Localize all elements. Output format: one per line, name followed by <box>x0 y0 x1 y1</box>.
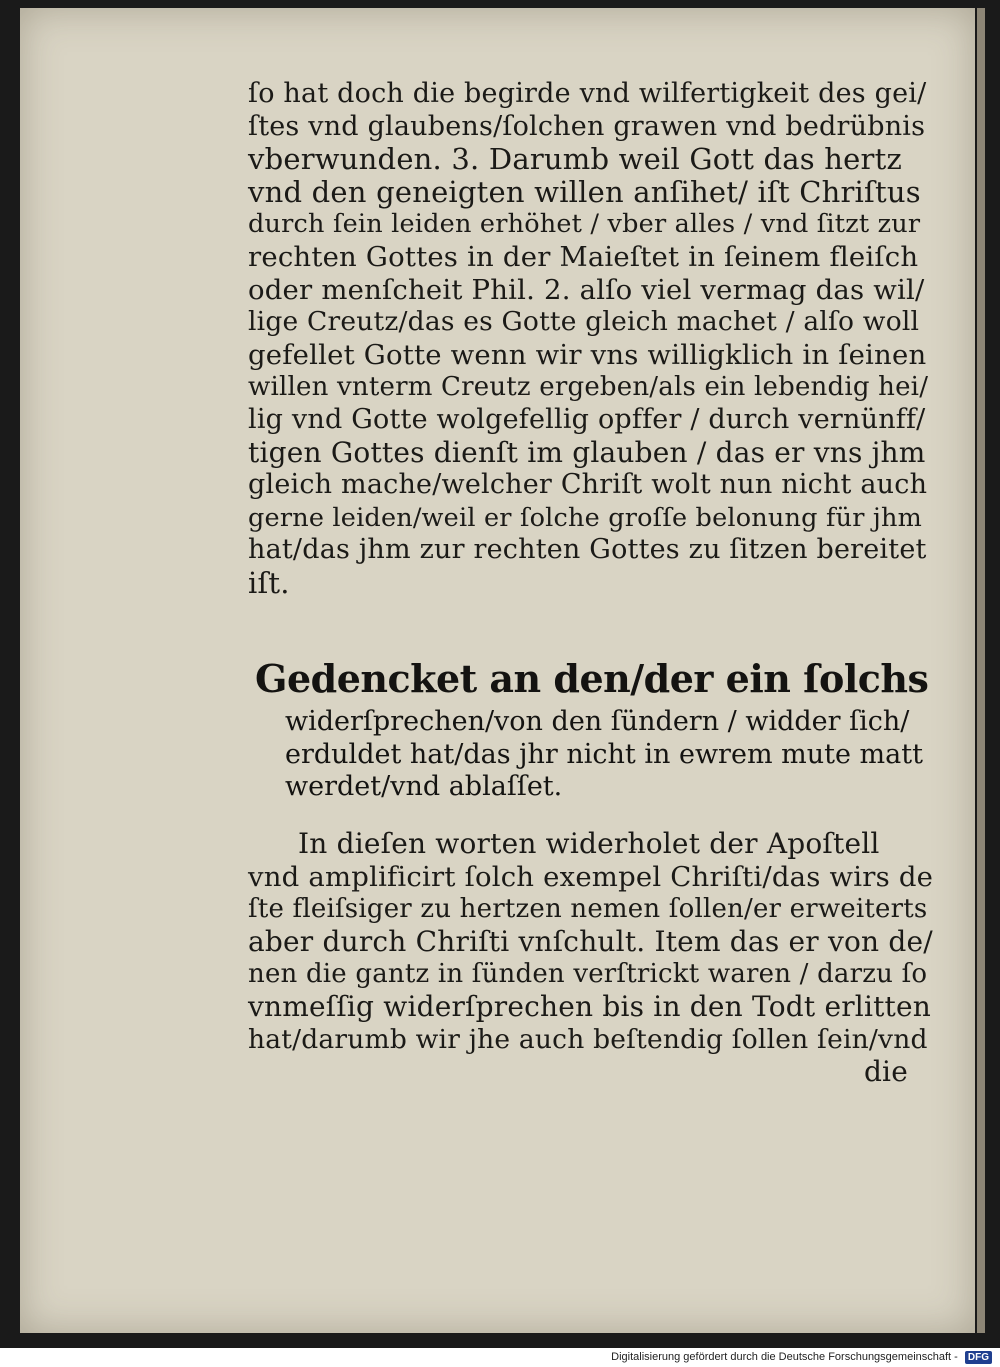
text-line: ſo hat doch die begirde vnd wilfertigkeit des gei/ <box>248 78 927 109</box>
text-line: nen die gantz in ſünden verſtrickt waren / darzu ſo <box>248 959 928 990</box>
paragraph-2 <box>248 828 938 1089</box>
paragraph-1 <box>248 78 928 600</box>
text-line: vnmeſſig widerſprechen bis in den Todt erlitten <box>248 989 932 1023</box>
text-line: hat/darumb wir jhe auch beſtendig ſollen ſein/vnd <box>248 1023 928 1055</box>
text-line: oder menſcheit Phil. 2. alſo viel vermag das wil/ <box>248 273 925 306</box>
heading-line: widerſprechen/von den ſündern / widder ſich/ <box>285 706 910 737</box>
text-line: ſtes vnd glaubens/ſolchen grawen vnd bedrübnis <box>248 110 926 142</box>
text-line: gerne leiden/weil er ſolche groſſe belonung für jhm <box>248 502 923 533</box>
heading-line: werdet/vnd ablaſſet. <box>285 771 563 802</box>
dfg-logo: DFG <box>965 1351 992 1364</box>
text-line: rechten Gottes in der Maieſtet in ſeinem fleiſch <box>248 240 919 273</box>
heading-line: erduldet hat/das jhr nicht in ewrem mute matt <box>285 738 923 770</box>
text-line: willen vnterm Creutz ergeben/als ein lebendig hei/ <box>248 372 929 403</box>
text-line: hat/das jhm zur rechten Gottes zu ſitzen bereitet <box>248 534 927 566</box>
text-line: lig vnd Gotte wolgefellig opffer / durch vernünff/ <box>248 403 926 435</box>
text-line: iſt. <box>248 565 290 600</box>
text-line: gefellet Gotte wenn wir vns willigklich in ſeinen <box>248 338 927 371</box>
text-line: durch ſein leiden erhöhet / vber alles / vnd ſitzt zur <box>248 209 921 240</box>
text-line: In dieſen worten widerholet der Apoſtell <box>298 827 880 860</box>
text-line: lige Creutz/das es Gotte gleich machet / alſo woll <box>248 306 920 338</box>
text-line: vberwunden. 3. Darumb weil Gott das hertz <box>248 142 902 177</box>
page-edge <box>977 8 985 1333</box>
text-line: gleich mache/welcher Chriſt wolt nun nicht auch <box>248 469 928 501</box>
text-line: vnd den geneigten willen anſihet/ iſt Chriſtus <box>248 174 921 209</box>
heading-title: Gedencket an den/der ein ſolchs <box>255 656 929 701</box>
text-line: vnd amplificirt ſolch exempel Chriſti/das wirs de <box>248 860 934 893</box>
text-line: ſte fleiſsiger zu hertzen nemen ſollen/er erweiterts <box>248 894 928 925</box>
digitization-footer <box>0 1348 1000 1367</box>
funding-credit: Digitalisierung gefördert durch die Deutsche Forschungsgemeinschaft - <box>611 1351 958 1363</box>
text-line: tigen Gottes dienſt im glauben / das er vns jhm <box>248 435 926 469</box>
scripture-heading <box>255 652 935 804</box>
catchword: die <box>863 1055 908 1089</box>
text-line: aber durch Chriſti vnſchult. Item das er von de/ <box>248 924 933 958</box>
